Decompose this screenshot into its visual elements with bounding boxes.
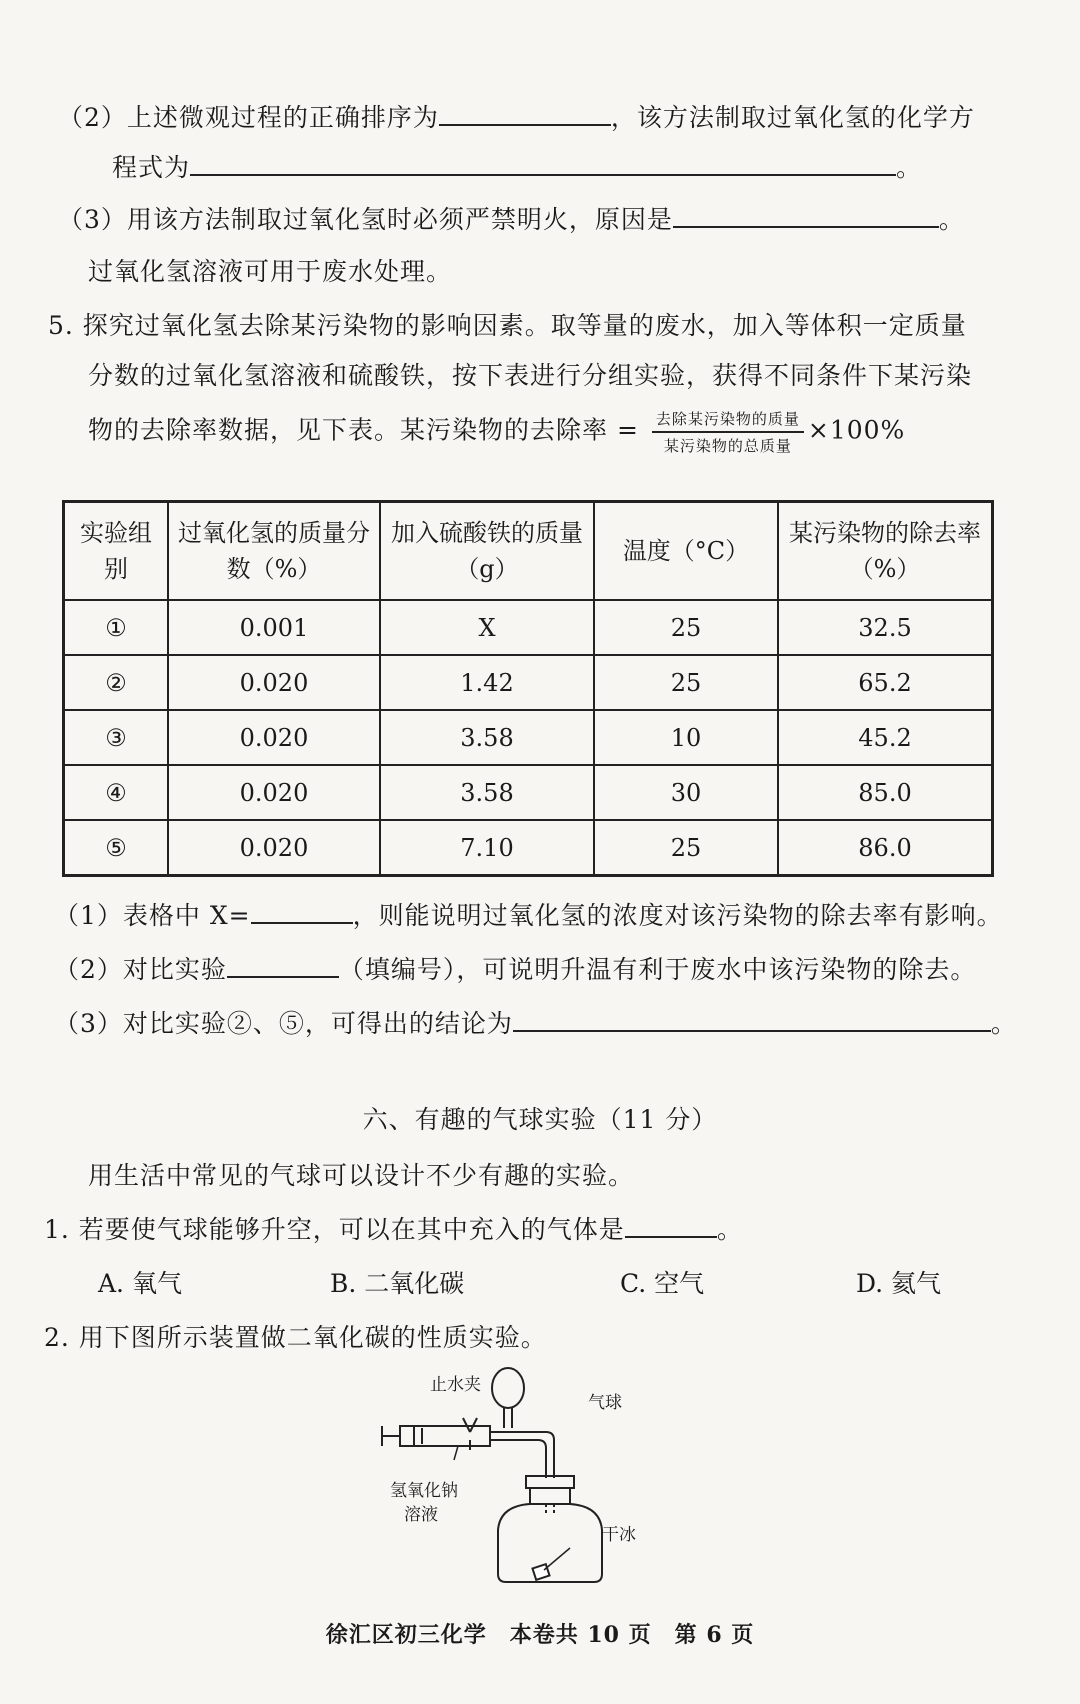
balloon-icon [492,1368,524,1428]
header-rate: 某污染物的除去率（%） [778,502,993,601]
table-row: ① 0.001 X 25 32.5 [64,600,993,655]
answer-blank[interactable] [673,202,939,228]
removal-rate-fraction: $\frac{\text{去除某污染物的质量}}{\text{某污染物的总质量}}$ [652,408,804,456]
label-dry-ice: 干冰 [602,1525,636,1545]
table-header-row [64,502,993,601]
experiment-table [62,500,994,877]
q4-2-line1: （2）上述微观过程的正确排序为 ，该方法制取过氧化氢的化学方 [58,98,975,134]
naoh-pointer [454,1446,458,1460]
header-h2o2: 过氧化氢的质量分数（%） [168,502,380,601]
table-row: ③ 0.020 3.58 10 45.2 [64,710,993,765]
section6-intro: 用生活中常见的气球可以设计不少有趣的实验。 [88,1161,635,1190]
answer-blank[interactable] [625,1212,717,1238]
table-row: ⑤ 0.020 7.10 25 86.0 [64,820,993,876]
s6-q2: 2. 用下图所示装置做二氧化碳的性质实验。 [44,1323,547,1352]
q5-line3: 物的去除率数据，见下表。某污染物的去除率 = $\frac{\text{去除某污染物的质量}}{\text{某污染物的总质量}}$ ×100% [88,410,906,455]
label-naoh-line2: 溶液 [404,1505,438,1525]
answer-blank[interactable] [439,100,611,126]
table-row: ④ 0.020 3.58 30 85.0 [64,765,993,820]
q5-sub3: （3）对比实验②、⑤，可得出的结论为 。 [54,1004,1017,1040]
answer-blank[interactable] [190,150,896,176]
label-balloon: 气球 [588,1393,622,1413]
page-footer: 徐汇区初三化学 本卷共 10 页 第 6 页 [325,1622,755,1648]
section6-title: 六、有趣的气球实验（11 分） [362,1105,718,1134]
dry-ice-icon [532,1564,549,1580]
answer-blank[interactable] [251,898,353,924]
option-b[interactable]: B. 二氧化碳 [330,1269,465,1298]
s6-q1: 1. 若要使气球能够升空，可以在其中充入的气体是 。 [44,1210,743,1246]
tube-icon [500,1432,554,1478]
answer-blank[interactable] [227,952,339,978]
dry-ice-pointer [544,1548,570,1570]
bottle-icon [498,1476,602,1582]
q4-3-line: （3）用该方法制取过氧化氢时必须严禁明火，原因是 。 [58,200,965,236]
q5-sub1: （1）表格中 X= ，则能说明过氧化氢的浓度对该污染物的除去率有影响。 [54,896,1003,932]
label-clamp: 止水夹 [430,1375,481,1395]
header-group: 实验组别 [64,502,169,601]
q5-line2: 分数的过氧化氢溶液和硫酸铁，按下表进行分组实验，获得不同条件下某污染 [88,361,973,390]
table-row: ② 0.020 1.42 25 65.2 [64,655,993,710]
q5-sub2: （2）对比实验 （填编号），可说明升温有利于废水中该污染物的除去。 [54,950,976,986]
q4-2-line2: 程式为 。 [112,148,922,184]
syringe-icon [382,1426,500,1446]
option-a[interactable]: A. 氧气 [98,1269,182,1298]
label-naoh-line1: 氢氧化钠 [390,1481,458,1501]
option-c[interactable]: C. 空气 [620,1269,705,1298]
option-d[interactable]: D. 氦气 [856,1269,942,1298]
header-fe: 加入硫酸铁的质量（g） [380,502,594,601]
q5-line1: 5. 探究过氧化氢去除某污染物的影响因素。取等量的废水，加入等体积一定质量 [48,311,967,340]
note-line: 过氧化氢溶液可用于废水处理。 [88,257,453,286]
header-temp: 温度（°C） [594,502,778,601]
answer-blank[interactable] [513,1006,991,1032]
